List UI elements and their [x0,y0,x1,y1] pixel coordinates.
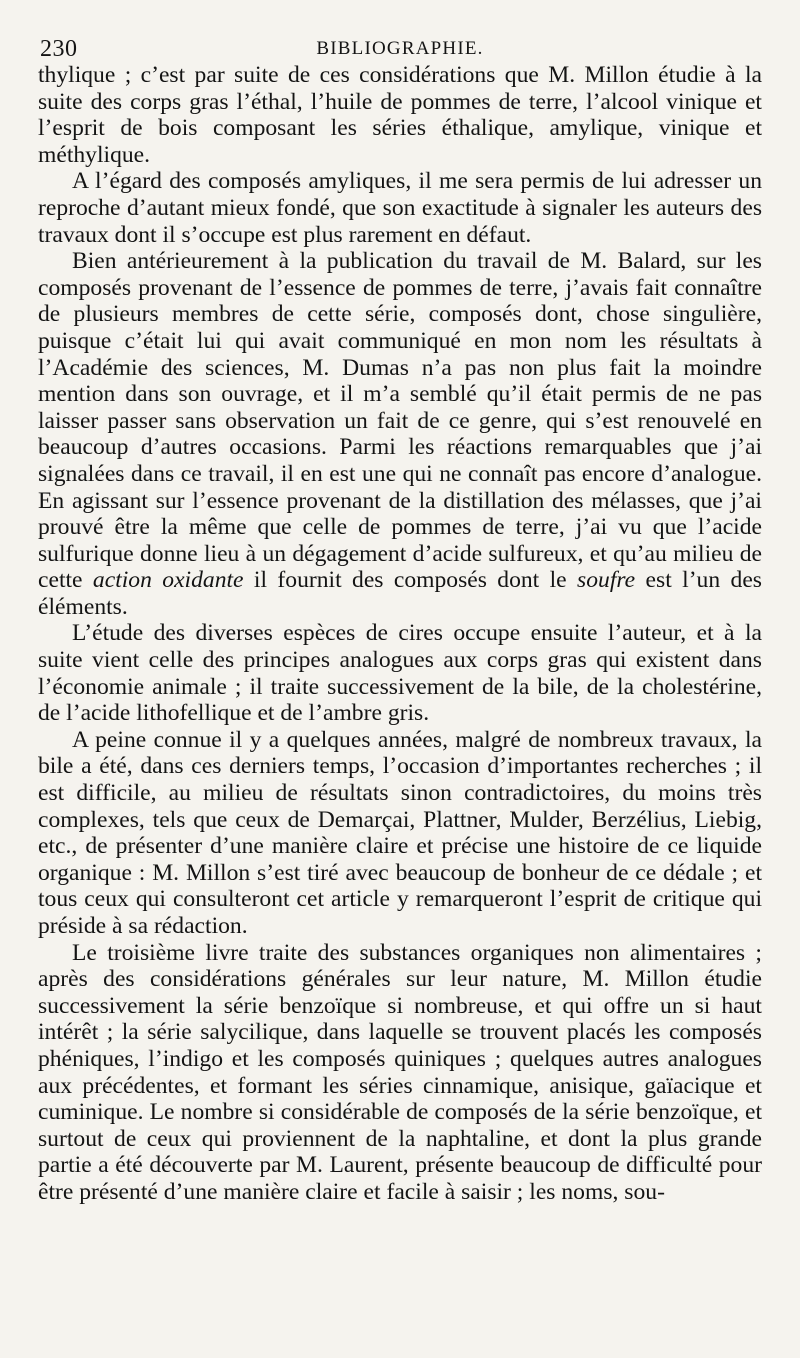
paragraph-5: A peine connue il y a quelques années, malgré de nombreux travaux, la bile a été, dans ces derniers temps, l’occasion d’importantes recherches ; il est difficile, au milieu de résultats sinon contradictoires, du moins très complexes, tels que ceux de Demarçai, Plattner, Mulder, Berzélius, Liebig, etc., de présenter d’une manière claire et précise une histoire de ce liquide organique : M. Millon s’est tiré avec beaucoup de bonheur de ce dédale ; et tous ceux qui consulteront cet article y remarqueront l’esprit de critique qui préside à sa rédaction. [38,726,762,939]
paragraph-3-italic-soufre: soufre [577,567,636,594]
paragraph-3-text-after: est l’un des éléments. [38,567,762,620]
paragraph-1: thylique ; c’est par suite de ces considérations que M. Millon étudie à la suite des corps gras l’éthal, l’huile de pommes de terre, l’alcool vinique et l’esprit de bois composant les séries éthalique, amylique, vinique et méthylique. [38,62,762,168]
page-header [38,28,762,62]
paragraph-3 [38,248,762,620]
paragraph-4: L’étude des diverses espèces de cires occupe ensuite l’auteur, et à la suite vient celle des principes analogues aux corps gras qui existent dans l’économie animale ; il traite successivement de la bile, de la cholestérine, de l’acide lithofellique et de l’ambre gris. [38,620,762,727]
body-text [38,62,762,1206]
paragraph-3-text-middle: il fournit des composés dont le [243,567,578,594]
running-title: BIBLIOGRAPHIE. [316,38,484,59]
page-number: 230 [40,36,78,62]
paragraph-3-italic-action-oxidante: action oxidante [92,567,244,594]
paragraph-6: Le troisième livre traite des substances organiques non alimentaires ; après des considérations générales sur leur nature, M. Millon étudie successivement la série benzoïque si nombreuse, et qui offre un si haut intérêt ; la série salycilique, dans laquelle se trouvent placés les composés phéniques, l’indigo et les composés quiniques ; quelques autres analogues aux précédentes, et formant les séries cinnamique, anisique, gaïacique et cuminique. Le nombre si considérable de composés de la série benzoïque, et surtout de ceux qui proviennent de la naphtaline, et dont la plus grande partie a été découverte par M. Laurent, présente beaucoup de difficulté pour être présenté d’une manière claire et facile à saisir ; les noms, sou- [38,939,762,1205]
paragraph-2: A l’égard des composés amyliques, il me sera permis de lui adresser un reproche d’autant mieux fondé, que son exactitude à signaler les auteurs des travaux dont il s’occupe est plus rarement en défaut. [38,168,762,248]
paragraph-3-text-before: Bien antérieurement à la publication du travail de M. Balard, sur les composés provenant de l’essence de pommes de terre, j’avais fait connaître de plusieurs membres de cette série, composés dont, chose singulière, puisque c’était lui qui avait communiqué en mon nom les résultats à l’Académie des sciences, M. Dumas n’a pas non plus fait la moindre mention dans son ouvrage, et il m’a semblé qu’il était permis de ne pas laisser passer sans observation un fait de ce genre, qui s’est renouvelé en beaucoup d’autres occasions. Parmi les réactions remarquables que j’ai signalées dans ce travail, il en est une qui ne connaît pas encore d’analogue. En agissant sur l’essence provenant de la distillation des mélasses, que j’ai prouvé être la même que celle de pommes de terre, j’ai vu que l’acide sulfurique donne lieu à un dégagement d’acide sulfureux, et qu’au milieu de cette [38,248,762,594]
